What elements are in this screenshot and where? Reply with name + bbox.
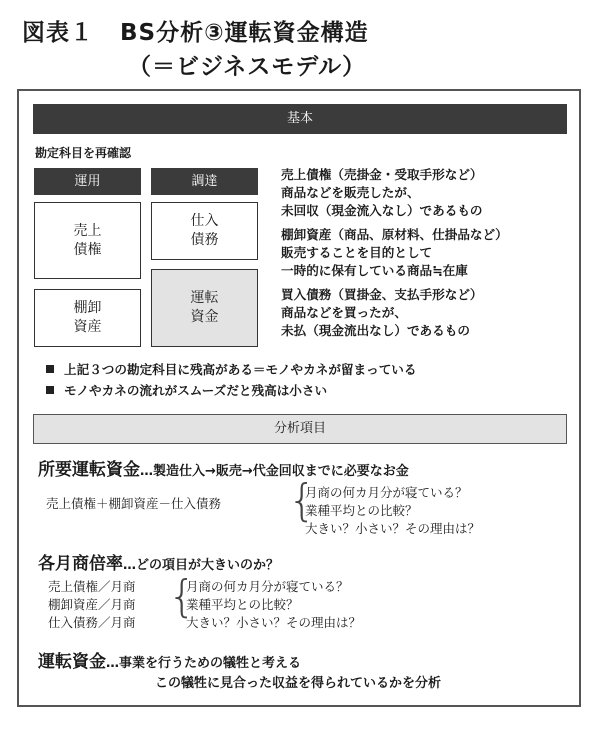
analysis-header: 分析項目 — [33, 414, 567, 444]
bullet-item: モノやカネの流れがスムーズだと残高は小さい — [46, 380, 327, 399]
monthly-ratio-questions: 月商の何カ月分が寝ている？ 業種平均との比較？ 大きい？小さい？その理由は？ — [186, 579, 362, 630]
figure-main-title: BS分析③運転資金構造 — [120, 20, 369, 46]
monthly-ratio-items: 売上債権／月商 棚卸資産／月商 仕入債務／月商 — [48, 579, 136, 630]
box-payables: 仕入 債務 — [151, 202, 258, 260]
desc-receivables-title: 売上債権（売掛金・受取手形など） — [281, 167, 483, 182]
desc-inventory-title: 棚卸資産（商品、原材料、仕掛品など） — [281, 227, 508, 242]
required-wc-heading: 所要運転資金…製造仕入→販売→代金回収までに必要なお金 — [38, 460, 409, 480]
box-working-capital: 運転 資金 — [151, 269, 258, 347]
account-descriptions: 売上債権（売掛金・受取手形など） 商品などを販売したが、 未回収（現金流入なし）であるもの 棚卸資産（商品、原材料、仕掛品など） 販売することを目的として 一時的に保有している商品≒在庫 買入債務（買掛金、支払手形など） 商品などを買ったが、 未払（現金流出なし）であるもの — [281, 167, 508, 338]
monthly-ratio-heading: 各月商倍率…どの項目が大きいのか？ — [38, 554, 280, 574]
figure-label: 図表１ — [22, 20, 94, 46]
required-wc-questions: 月商の何カ月分が寝ている？ 業種平均との比較？ 大きい？小さい？その理由は？ — [305, 485, 481, 536]
working-capital-heading: 運転資金…事業を行うための犠牲と考える — [38, 652, 302, 672]
square-bullet-icon — [46, 386, 54, 394]
figure-title — [22, 14, 369, 47]
required-wc-formula: 売上債権＋棚卸資産－仕入債務 — [46, 496, 222, 511]
brace-icon: { — [288, 475, 316, 526]
basic-header: 基本 — [33, 104, 567, 134]
desc-payables-title: 買入債務（買掛金、支払手形など） — [281, 287, 483, 302]
box-inventory: 棚卸 資産 — [34, 289, 141, 347]
column-header-use: 運用 — [34, 168, 141, 195]
figure-subtitle: （＝ビジネスモデル） — [128, 54, 367, 80]
bullet-item: 上記３つの勘定科目に残高がある＝モノやカネが留まっている — [46, 359, 417, 378]
recheck-label: 勘定科目を再確認 — [35, 146, 132, 160]
brace-icon: { — [168, 571, 196, 622]
working-capital-line2: この犠牲に見合った収益を得られているかを分析 — [155, 676, 442, 691]
column-header-source: 調達 — [151, 168, 258, 195]
square-bullet-icon — [46, 365, 54, 373]
box-receivables: 売上 債権 — [34, 202, 141, 279]
